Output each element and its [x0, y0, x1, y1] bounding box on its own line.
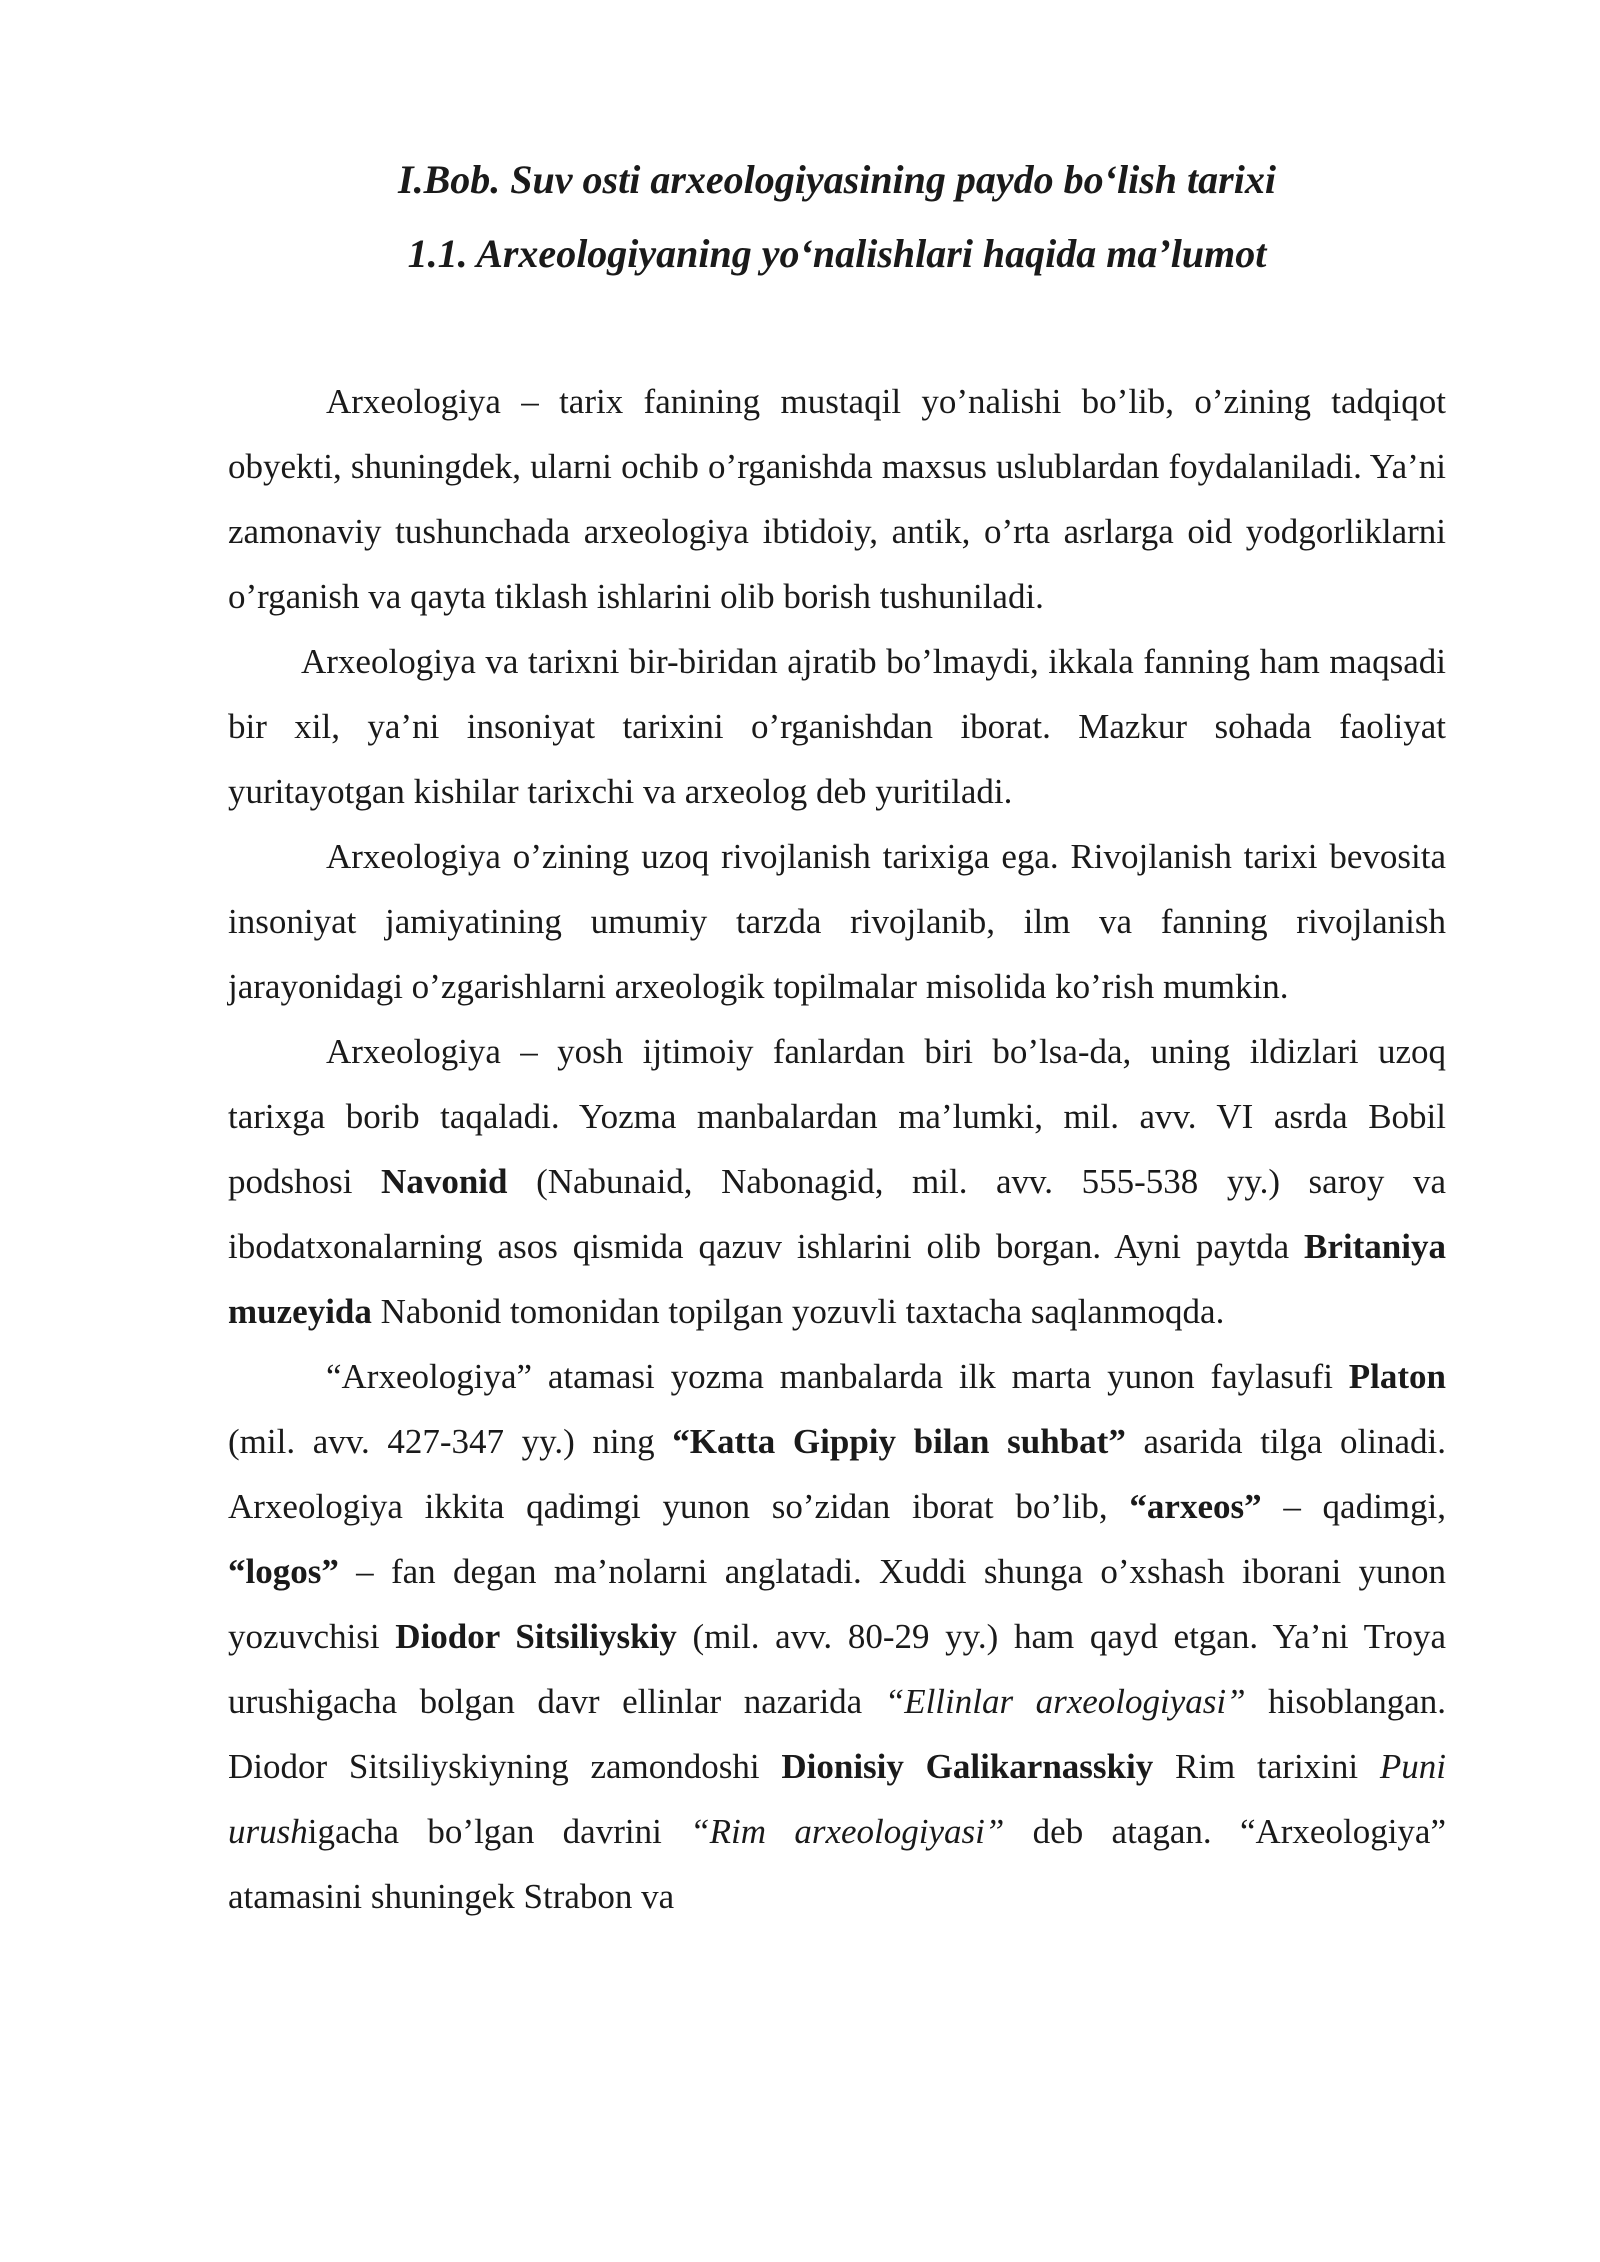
p5-text-5: – fan degan ma’nolarni anglatadi. Xuddi shunga o’xshash iborani yunon yozuvchisi	[228, 1552, 1446, 1656]
p5-bold-logos: “logos”	[228, 1552, 339, 1591]
document-page	[228, 0, 1446, 1929]
p5-text-6: (mil. avv. 80-29 yy.) ham qayd etgan. Ya’ni Troya urushigacha bolgan davr ellinlar nazarida	[228, 1617, 1446, 1721]
paragraph-1: Arxeologiya – tarix fanining mustaqil yo’nalishi bo’lib, o’zining tadqiqot obyekti, shuningdek, ularni ochib o’rganishda maxsus uslublardan foydalaniladi. Ya’ni zamonaviy tushunchada arxeologiya ibtidoiy, antik, o’rta asrlarga oid yodgorliklarni o’rganish va qayta tiklash ishlarini olib borish tushuniladi.	[228, 382, 1446, 616]
p5-italic-rim: “Rim arxeologiyasi”	[690, 1812, 1005, 1851]
p5-text-2: (mil. avv. 427-347 yy.) ning	[228, 1422, 673, 1461]
paragraph-3: Arxeologiya o’zining uzoq rivojlanish tarixiga ega. Rivojlanish tarixi bevosita insoniyat jamiyatining umumiy tarzda rivojlanib, ilm va fanning rivojlanish jarayonidagi o’zgarishlarni arxeologik topilmalar misolida ko’rish mumkin.	[228, 837, 1446, 1006]
p5-text-10: deb atagan. “Arxeologiya” atamasini shuningek Strabon va	[228, 1812, 1446, 1916]
p4-text-3: Nabonid tomonidan topilgan yozuvli taxtacha saqlanmoqda.	[371, 1292, 1225, 1331]
p5-bold-diodor: Diodor Sitsiliyskiy	[395, 1617, 677, 1656]
p5-italic-puni: Puni urush	[228, 1747, 1446, 1851]
p5-bold-gippiy: “Katta Gippiy bilan suhbat”	[672, 1422, 1126, 1461]
p4-text-1: Arxeologiya – yosh ijtimoiy fanlardan biri bo’lsa-da, uning ildizlari uzoq tarixga borib taqaladi. Yozma manbalardan ma’lumki, mil. avv. VI asrda Bobil podshosi	[228, 1032, 1446, 1201]
p5-text-7: hisoblangan. Diodor Sitsiliyskiyning zamondoshi	[228, 1682, 1446, 1786]
p5-text-9: igacha bo’lgan davrini	[307, 1812, 691, 1851]
p4-bold-britaniya: Britaniya muzeyida	[228, 1227, 1446, 1331]
p5-text-8: Rim tarixini	[1153, 1747, 1380, 1786]
p5-italic-ellinlar: “Ellinlar arxeologiyasi”	[884, 1682, 1246, 1721]
p4-text-2: (Nabunaid, Nabonagid, mil. avv. 555-538 yy.) saroy va ibodatxonalarning asos qismida qazuv ishlarini olib borgan. Ayni paytda	[228, 1162, 1446, 1266]
p5-bold-platon: Platon	[1348, 1357, 1446, 1396]
paragraph-4	[228, 1019, 1446, 1344]
p5-bold-arxeos: “arxeos”	[1129, 1487, 1262, 1526]
p5-text-4: – qadimgi,	[1261, 1487, 1446, 1526]
body-text	[228, 369, 1446, 1929]
paragraph-2: Arxeologiya va tarixni bir-biridan ajratib bo’lmaydi, ikkala fanning ham maqsadi bir xil, ya’ni insoniyat tarixini o’rganishdan iborat. Mazkur sohada faoliyat yuritayotgan kishilar tarixchi va arxeolog deb yuritiladi.	[228, 642, 1446, 811]
chapter-heading: I.Bob. Suv osti arxeologiyasining paydo bo‘lish tarixi	[398, 157, 1276, 202]
section-heading: 1.1. Arxeologiyaning yo‘nalishlari haqida ma’lumot	[407, 231, 1267, 276]
p5-text-3: asarida tilga olinadi. Arxeologiya ikkita qadimgi yunon so’zidan iborat bo’lib,	[228, 1422, 1446, 1526]
paragraph-5	[228, 1344, 1446, 1929]
p4-bold-navonid: Navonid	[381, 1162, 508, 1201]
p5-bold-dionisiy: Dionisiy Galikarnasskiy	[781, 1747, 1154, 1786]
p5-text-1: “Arxeologiya” atamasi yozma manbalarda ilk marta yunon faylasufi	[326, 1357, 1349, 1396]
